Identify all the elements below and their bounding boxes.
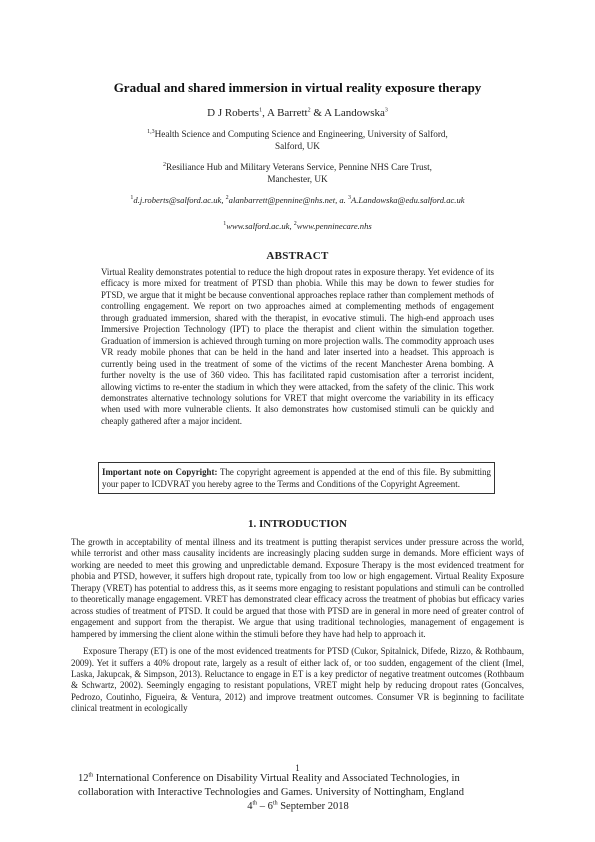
email-sup: 1 [130, 195, 134, 202]
website-sup: 1 [223, 221, 227, 228]
author-separator: & [310, 107, 325, 119]
footer-day: 6 [267, 801, 273, 812]
email-sup: 2 [225, 195, 229, 202]
affiliation-line: Salford, UK [275, 141, 320, 151]
paragraph: The growth in acceptability of mental illness and its treatment is putting therapist services under pressure across the world, while terrorist and other mass causality incidents are increasingly placing sudden surge in demands. More efficient ways of working are needed to meet this growing and unpredictable demand. Exposure Therapy is the most evidenced treatment for phobia and PTSD, however, it suffers high dropout rate, typically from too low or high engagement. Virtual Reality Exposure Therapy (VRET) has potential to address this, as it seems more engaging to resistant populations and stimuli can be controlled to theoretically manage engagement. VRET has demonstrated clear efficacy across the treatment of phobias but efficacy varies across studies of treatment of PTSD. It could be argued that those with PTSD are in general in more need of greater control of engagement and support from the therapist. We argue that using traditional technologies, management of engagement is hampered by immersing the client alone within the stimuli before they have had help to approach it. [71, 537, 524, 639]
copyright-label: Important note on Copyright: [102, 467, 218, 477]
email-link[interactable]: alanbarrett@pennine@nhs.net, a. [228, 195, 346, 205]
footer-ordinal-sup: th [88, 772, 94, 779]
author-separator: , [262, 107, 267, 119]
author-sup: 1 [259, 107, 263, 114]
affiliation-sup: 1,3 [147, 128, 155, 135]
email-link[interactable]: A.Landowska@edu.salford.ac.uk [351, 195, 465, 205]
footer-day: 4 [247, 801, 253, 812]
affiliation-line: Manchester, UK [267, 174, 328, 184]
affiliation [140, 161, 455, 185]
footer-month-year: September 2018 [277, 801, 349, 812]
footer-day-sup: th [272, 800, 278, 807]
email-sup: 3 [348, 195, 351, 202]
affiliation [140, 128, 455, 152]
author-name: A Landowska [324, 107, 385, 119]
author-sup: 3 [384, 107, 388, 114]
paper-title: Gradual and shared immersion in virtual reality exposure therapy [113, 80, 482, 95]
email-line: $^1$d.j.roberts@salford.ac.uk, $^2$alanbarrett@pennine@nhs.net, a. $^3$A.Landowska@edu.salford.ac.uk [130, 195, 465, 205]
abstract-heading: ABSTRACT [266, 250, 329, 262]
footer-day-sup: th [252, 800, 258, 807]
email-link[interactable]: d.j.roberts@salford.ac.uk [133, 195, 222, 205]
copyright-note [98, 462, 495, 494]
conference-footer [78, 772, 518, 814]
footer-date [78, 800, 518, 814]
author-list [0, 107, 595, 119]
introduction-heading: 1. INTRODUCTION [247, 518, 347, 530]
affiliation-sup: 2 [163, 161, 167, 168]
website-link[interactable]: www.salford.ac.uk [226, 221, 290, 231]
footer-dash: – [257, 801, 268, 812]
footer-line: International Conference on Disability Virtual Reality and Associated Technologies, in [93, 773, 460, 784]
footer-line: collaboration with Interactive Technologies and Games. University of Nottingham, England [78, 787, 465, 798]
affiliation-line: Resiliance Hub and Military Veterans Service, Pennine NHS Care Trust, [166, 162, 432, 172]
website-link[interactable]: www.penninecare.nhs [296, 221, 372, 231]
author-name: A Barrett [266, 107, 308, 119]
author-name: D J Roberts [207, 107, 260, 119]
footer-ordinal: 12 [78, 773, 89, 784]
paragraph: Exposure Therapy (ET) is one of the most evidenced treatments for PTSD (Cukor, Spitalnick, Difede, Rizzo, & Rothbaum, 2009). Yet it suffers a 40% dropout rate, largely as a result of either lack of, or too sudden, engagement of the client (Imel, Laska, Jakupcak, & Simpson, 2013). Reluctance to engage in ET is a key predictor of negative treatment outcomes (Rothbaum & Schwartz, 2002). Seemingly engaging to resistant populations, VRET might help by reducing dropout rates (Goncalves, Pedrozo, Coutinho, Figueira, & Ventura, 2012) and improve treatment outcomes. Consumer VR is beginning to facilitate clinical treatment in ecologically [71, 646, 524, 714]
website-line: $^1$www.salford.ac.uk, $^2$www.penninecare.nhs [223, 221, 372, 231]
abstract-body: Virtual Reality demonstrates potential to reduce the high dropout rates in exposure therapy. Yet evidence of its efficacy is more mixed for treatment of PTSD than phobia. While this may be down to fewer studies for PTSD, we argue that it might be because conventional approaches replace rather than complement methods of controlling engagement. We report on two approaches aimed at complementing methods of engagement through graduated immersion, shared with the therapist, in evocative stimuli. The high-end approach uses Immersive Projection Technology (IPT) to place the therapist and client within the simulation together. Graduation of immersion is achieved through turning on more projection walls. The commodity approach uses VR ready mobile phones that can be held in the hand and later inserted into a headset. This approach is currently being used in the treatment of some of the victims of the recent Manchester Arena bombing. A further novelty is the use of 360 video. This has facilitated rapid customisation after a terrorist incident, allowing victims to re-enter the stadium in which they were attacked, from the safety of the clinic. This work demonstrates alternative technology solutions for VRET that might overcome the variability in its efficacy when used with more vulnerable clients. It also demonstrates how customised stimuli can be quickly and cheaply gathered after a major incident. [101, 267, 494, 426]
website-sup: 2 [293, 221, 297, 228]
page-number: 1 [295, 763, 300, 773]
copyright-text: The copyright agreement is appended at the end of this file. By submitting your paper to ICDVRAT you hereby agree to the Terms and Conditions of the Copyright Agreement. [102, 467, 491, 489]
author-sup: 2 [307, 107, 311, 114]
introduction-body [71, 537, 524, 721]
affiliation-line: Health Science and Computing Science and Engineering, University of Salford, [154, 129, 448, 139]
